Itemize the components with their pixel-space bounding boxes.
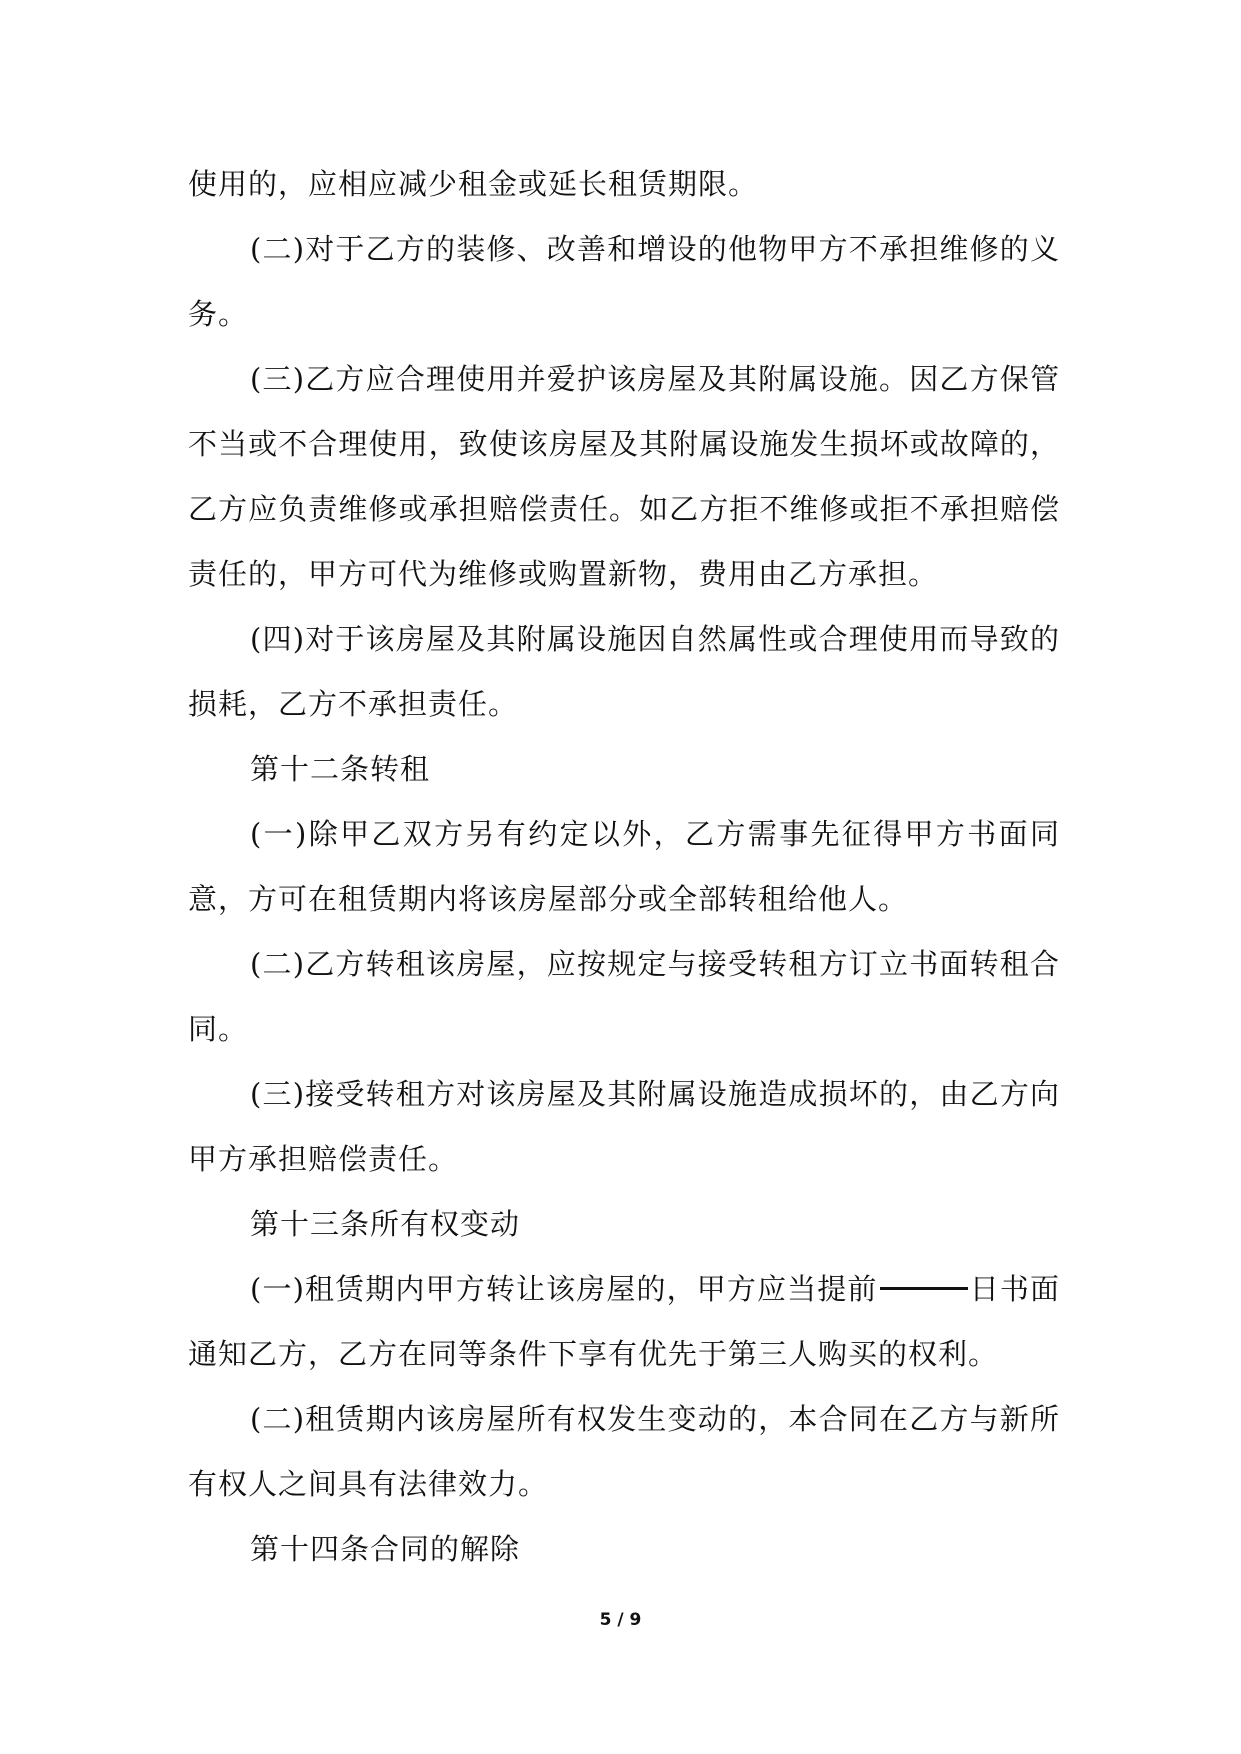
section-heading-13: 第十三条所有权变动 [250,1207,521,1241]
paragraph-7: (二)乙方转租该房屋，应按规定与接受转租方订立书面转租合同。 [188,947,1060,1046]
section-heading-12: 第十二条转租 [250,752,431,786]
paragraph-10-text-after: 日书面通知乙方，乙方在同等条件下享有优先于第三人购买的权利。 [188,1272,1060,1371]
paragraph-3: (三)乙方应合理使用并爱护该房屋及其附属设施。因乙方保管不当或不合理使用，致使该房屋及其附属设施发生损坏或故障的，乙方应负责维修或承担赔偿责任。如乙方拒不维修或拒不承担赔偿责任的，甲方可代为维修或购置新物，费用由乙方承担。 [188,362,1060,591]
paragraph-2: (二)对于乙方的装修、改善和增设的他物甲方不承担维修的义务。 [188,232,1060,331]
page-number: 5 / 9 [599,1610,642,1630]
paragraph-10-text-before: (一)租赁期内甲方转让该房屋的，甲方应当提前 [250,1272,878,1306]
paragraph-8: (三)接受转租方对该房屋及其附属设施造成损坏的，由乙方向甲方承担赔偿责任。 [188,1077,1060,1176]
paragraph-11: (二)租赁期内该房屋所有权发生变动的，本合同在乙方与新所有权人之间具有法律效力。 [188,1402,1060,1501]
fill-in-blank [880,1257,968,1290]
paragraph-10 [188,1257,1060,1387]
section-heading-14: 第十四条合同的解除 [250,1532,521,1566]
paragraph-4: (四)对于该房屋及其附属设施因自然属性或合理使用而导致的损耗，乙方不承担责任。 [188,622,1060,721]
document-body [188,152,1060,1582]
paragraph-6: (一)除甲乙双方另有约定以外，乙方需事先征得甲方书面同意，方可在租赁期内将该房屋部分或全部转租给他人。 [188,817,1060,916]
paragraph-1: 使用的，应相应减少租金或延长租赁期限。 [188,167,759,201]
